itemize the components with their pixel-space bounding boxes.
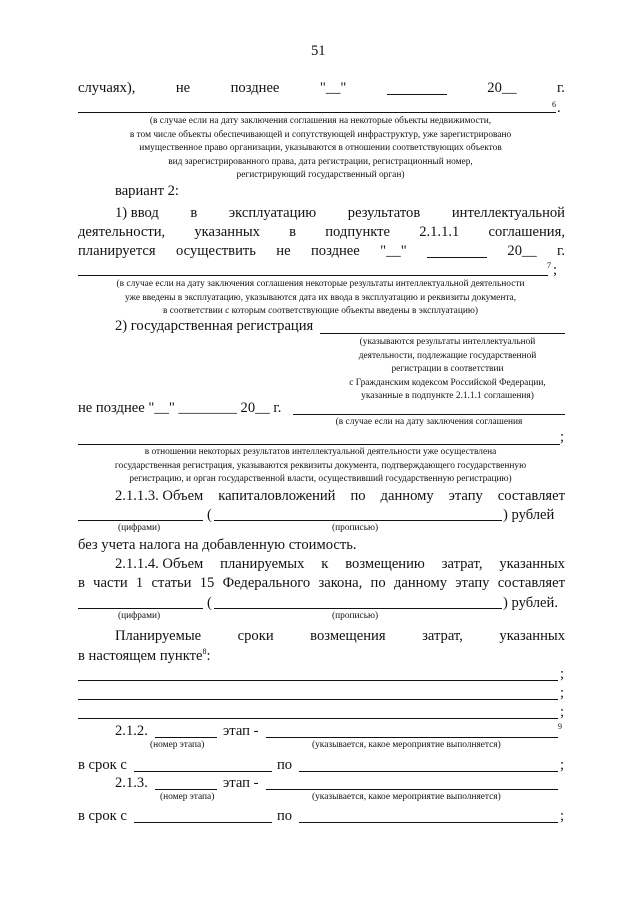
term-from-label: в срок с xyxy=(78,757,127,773)
stage-label: этап - xyxy=(223,775,259,791)
term-from-label: в срок с xyxy=(78,808,127,824)
note-real-estate: (в случае если на дату заключения соглашения на некоторые объекты недвижимости, в том числе объекты обеспечивающей и сопутствующей инфраструктур, уже зарегистрировано имущественное право организации, указываются в отношении соответствующих объектов вид зарегистрированного права, дата регистрации, регистрационный номер, регистрирующий государственный орган) xyxy=(129,116,512,181)
semicolon: ; xyxy=(560,685,565,701)
semicolon: ; xyxy=(560,704,565,720)
footnote-8: 8 xyxy=(202,647,207,656)
date-line-1 xyxy=(78,80,565,97)
semicolon: ; xyxy=(560,757,565,773)
term-to-field[interactable] xyxy=(299,822,558,823)
state-registration-label: 2) государственная регистрация xyxy=(115,318,314,334)
without-vat: без учета налога на добавленную стоимость. xyxy=(78,537,357,553)
p1-line3: планируется осуществить не позднее "__" 20__ г. xyxy=(78,243,565,259)
word: г. xyxy=(556,80,565,96)
label-stage-number: (номер этапа) xyxy=(160,792,215,802)
note-ip-registration: (указываются результаты интеллектуальной деятельности, подлежащие государственной регистрации в соответствии с Гражданским кодексом Российской Федерации, указанные в подпункте 2.1.1.1 соглашения) xyxy=(349,337,546,402)
p1-line2: деятельности, указанных в подпункте 2.1.1.1 соглашения, xyxy=(78,224,565,240)
stage-label: этап - xyxy=(223,723,259,739)
amount-digits-field[interactable] xyxy=(78,608,203,609)
semicolon: ; xyxy=(560,666,565,682)
term-to-label: по xyxy=(277,757,293,773)
word: "__" xyxy=(319,80,347,96)
measure-field[interactable] xyxy=(266,737,558,738)
p1-line1: 1) ввод в эксплуатацию результатов интеллектуальной xyxy=(115,205,565,221)
label-digits: (цифрами) xyxy=(118,611,161,621)
amount-words-field[interactable] xyxy=(214,608,502,609)
stage-number-field[interactable] xyxy=(155,789,217,790)
planned-terms-line1: Планируемые сроки возмещения затрат, указанных xyxy=(115,628,565,644)
footnote-6: 6 xyxy=(552,100,556,109)
page-number: 51 xyxy=(311,43,326,59)
word: случаях), xyxy=(78,80,136,96)
label-measure: (указывается, какое мероприятие выполняется) xyxy=(312,792,501,802)
note-registration-details: в отношении некоторых результатов интеллектуальной деятельности уже осуществлена государственная регистрация, указываются реквизиты документа, подтверждающего государственную регистрацию, и орган государственной власти, осуществивший государственную регистрацию) xyxy=(114,447,527,485)
note-ip-exploitation: (в случае если на дату заключения соглашения некоторые результаты интеллектуальной деятельности уже введены в эксплуатацию, указываются дата их ввода в эксплуатацию и реквизиты документа, в соответствии с которым соответствующие объекты введены в эксплуатацию) xyxy=(116,279,525,317)
fill-line xyxy=(78,275,548,276)
no-later-date: не позднее "__" ________ 20__ г. xyxy=(78,400,282,416)
rubles-label: ) рублей xyxy=(503,507,555,523)
footnote-7-semicolon: ; xyxy=(553,262,558,278)
footnote-7: 7 xyxy=(547,261,551,270)
term-to-label: по xyxy=(277,808,293,824)
footnote-6-dot: . xyxy=(557,100,561,116)
semicolon: ; xyxy=(560,808,565,824)
semicolon: ; xyxy=(560,429,565,445)
term-from-field[interactable] xyxy=(134,822,272,823)
section-2-1-1-3: 2.1.1.3. Объем капиталовложений по данному этапу составляет xyxy=(115,488,565,504)
note-if-on-date: (в случае если на дату заключения соглашения xyxy=(335,417,523,427)
variant-2-heading: вариант 2: xyxy=(115,183,179,199)
amount-digits-field[interactable] xyxy=(78,520,203,521)
fill-line[interactable] xyxy=(78,718,558,719)
section-2-1-2-number: 2.1.2. xyxy=(115,723,148,739)
word: не xyxy=(175,80,191,96)
fill-line[interactable] xyxy=(78,680,558,681)
blank xyxy=(387,80,447,95)
fill-line[interactable] xyxy=(78,699,558,700)
term-from-field[interactable] xyxy=(134,771,272,772)
rubles-label: ) рублей. xyxy=(503,595,558,611)
open-paren: ( xyxy=(207,507,212,523)
stage-number-field[interactable] xyxy=(155,737,217,738)
open-paren: ( xyxy=(207,595,212,611)
term-to-field[interactable] xyxy=(299,771,558,772)
word: позднее xyxy=(230,80,280,96)
measure-field[interactable] xyxy=(266,789,558,790)
planned-terms-line2: в настоящем пункте$^8$: xyxy=(78,647,211,664)
label-words: (прописью) xyxy=(332,611,379,621)
label-stage-number: (номер этапа) xyxy=(150,740,205,750)
amount-words-field[interactable] xyxy=(214,520,502,521)
label-words: (прописью) xyxy=(332,523,379,533)
label-measure: (указывается, какое мероприятие выполняется) xyxy=(312,740,501,750)
fill-line xyxy=(320,333,565,334)
word: 20__ xyxy=(487,80,517,96)
section-2-1-3-number: 2.1.3. xyxy=(115,775,148,791)
section-2-1-1-4-line2: в части 1 статьи 15 Федерального закона, по данному этапу составляет xyxy=(78,575,565,591)
fill-line xyxy=(78,444,560,445)
blank xyxy=(427,243,487,258)
fill-line xyxy=(293,414,565,415)
label-digits: (цифрами) xyxy=(118,523,161,533)
section-2-1-1-4-line1: 2.1.1.4. Объем планируемых к возмещению затрат, указанных xyxy=(115,556,565,572)
footnote-9: 9 xyxy=(558,722,562,731)
fill-line xyxy=(78,112,556,113)
